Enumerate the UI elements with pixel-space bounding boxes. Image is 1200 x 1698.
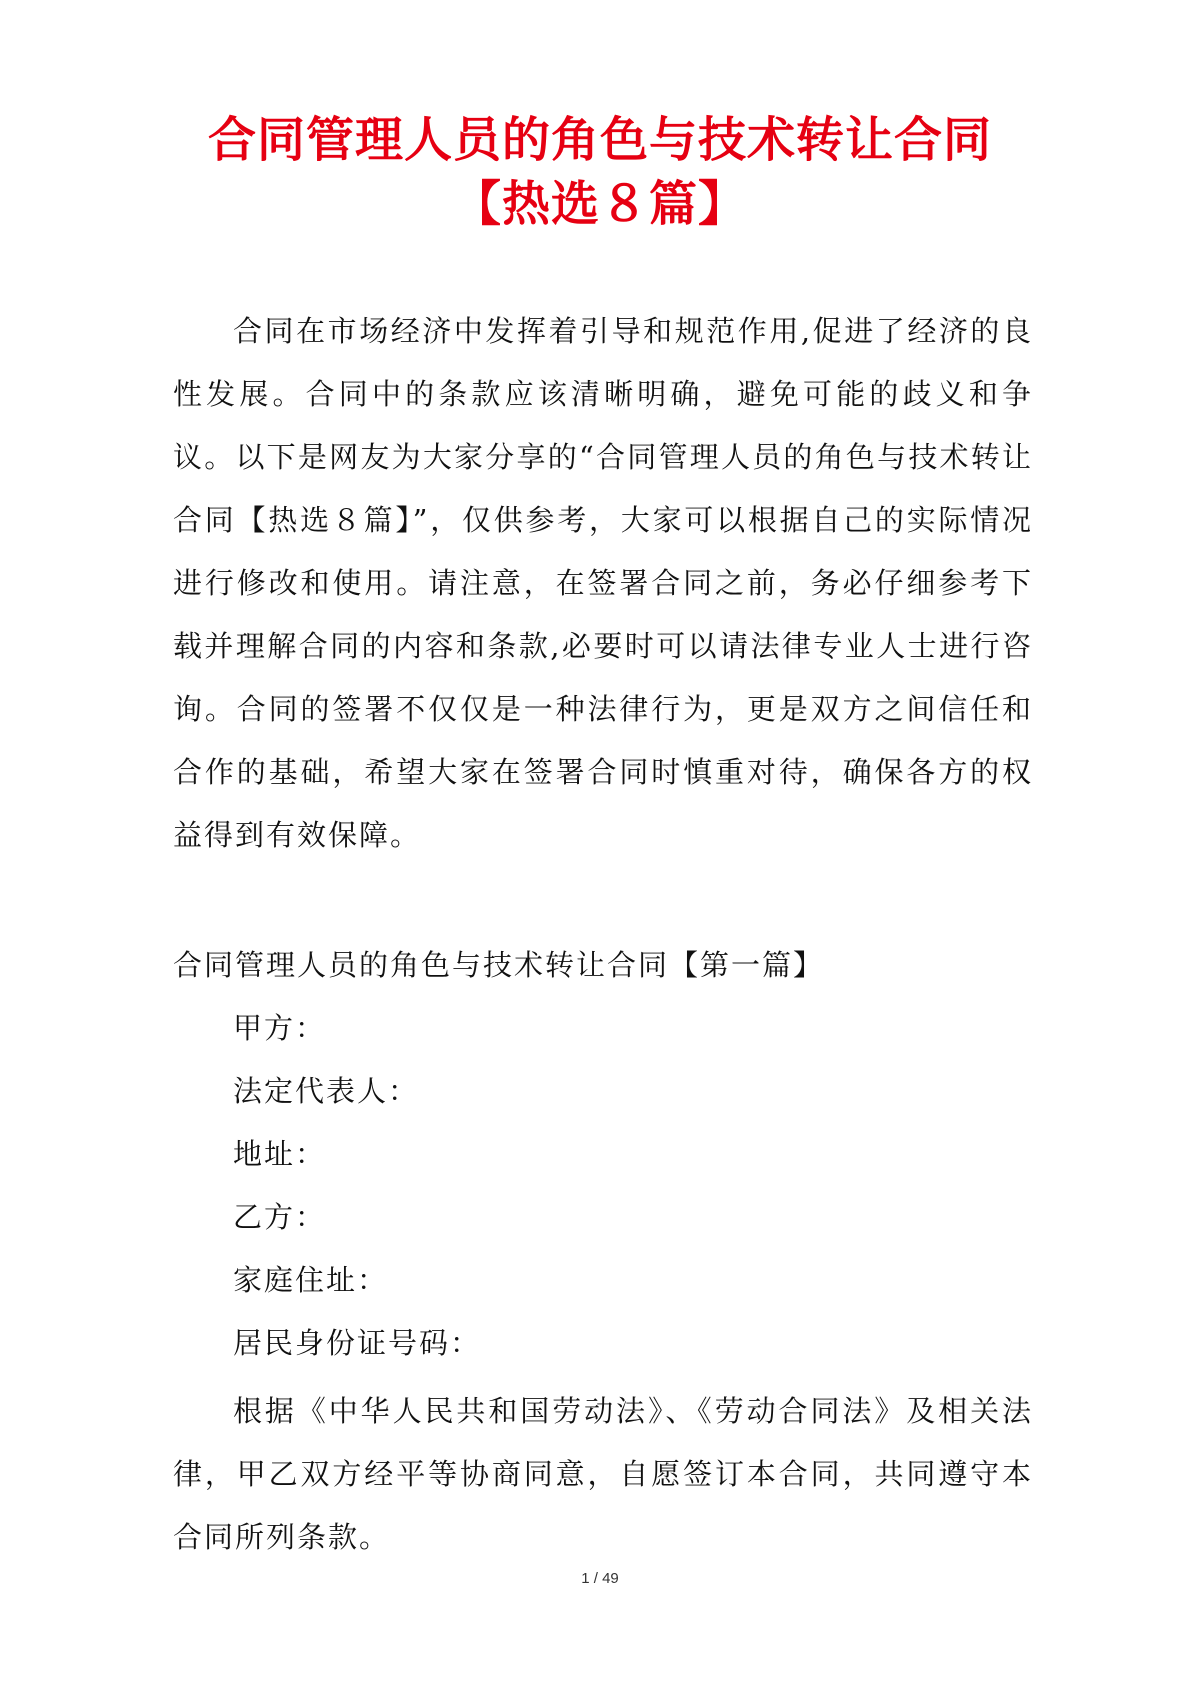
document-title: 合同管理人员的角色与技术转让合同【热选８篇】 bbox=[207, 112, 992, 232]
field-party-a: 甲方： bbox=[233, 1011, 327, 1045]
field-id-number: 居民身份证号码： bbox=[233, 1326, 482, 1360]
field-address: 地址： bbox=[233, 1137, 327, 1171]
intro-paragraph: 合同在市场经济中发挥着引导和规范作用,促进了经济的良性发展。合同中的条款应该清晰明确，避免可能的歧义和争议。以下是网友为大家分享的“合同管理人员的角色与技术转让合同【热选８篇】”，仅供参考，大家可以根据自己的实际情况进行修改和使用。请注意，在签署合同之前，务必仔细参考下载并理解合同的内容和条款,必要时可以请法律专业人士进行咨询。合同的签署不仅仅是一种法律行为，更是双方之间信任和合作的基础，希望大家在签署合同时慎重对待，确保各方的权益得到有效保障。 bbox=[173, 314, 1033, 852]
field-party-b: 乙方： bbox=[233, 1200, 327, 1234]
contract-basis-paragraph: 根据《中华人民共和国劳动法》、《劳动合同法》及相关法律，甲乙双方经平等协商同意，自愿签订本合同，共同遵守本合同所列条款。 bbox=[173, 1394, 1033, 1554]
field-home-address: 家庭住址： bbox=[233, 1263, 389, 1297]
section-heading: 合同管理人员的角色与技术转让合同【第一篇】 bbox=[173, 948, 825, 982]
page-number: 1 / 49 bbox=[581, 1570, 619, 1587]
field-legal-representative: 法定代表人： bbox=[233, 1074, 420, 1108]
